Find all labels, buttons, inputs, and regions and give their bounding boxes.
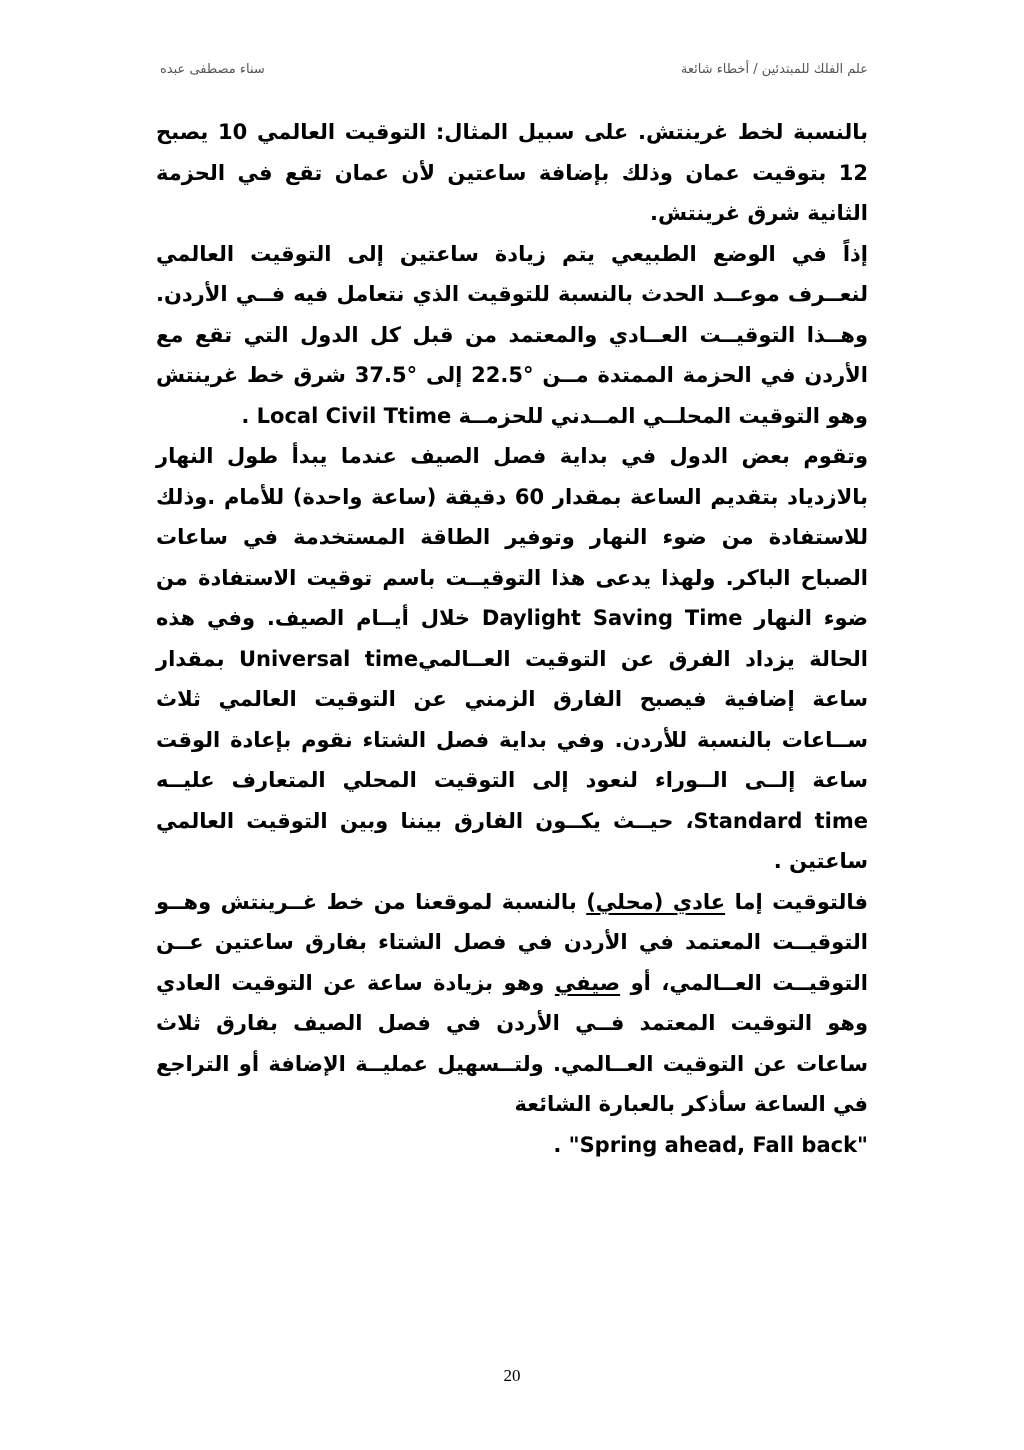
paragraph-4-text-1: فالتوقيت إما xyxy=(725,889,868,914)
paragraph-4-text-2: بالنسبة لموقعنا من خط غــرينتش وهــو التوقيــت المعتمد في الأردن في فصل الشتاء بفارق ساعتين عــن التوقيــت العــالمي، أو xyxy=(156,889,869,995)
running-header xyxy=(160,62,868,77)
paragraph-4-text-3: وهو بزيادة ساعة عن التوقيت العادي وهو التوقيت المعتمد فــي الأردن في فصل الصيف بفارق ثلاث ساعات عن التوقيت العــالمي. ولتــسهيل عمليــة الإضافة أو التراجع في الساعة سأذكر بالعبارة الشائعة xyxy=(156,970,868,1116)
page-number: 20 xyxy=(503,1366,521,1385)
paragraph-2: إذاً في الوضع الطبيعي يتم زيادة ساعتين إلى التوقيت العالمي لنعــرف موعــد الحدث بالنسبة للتوقيت الذي نتعامل فيه فــي الأردن. وهــذا التوقيــت العــادي والمعتمد من قبل كل الدول التي تقع مع الأردن في الحزمة الممتدة مــن °22.5 إلى °37.5 شرق خط غرينتش وهو التوقيت المحلــي المــدني للحزمــة Local Civil Ttime . xyxy=(156,241,869,428)
page-body xyxy=(156,112,868,1165)
header-author: سناء مصطفى عبده xyxy=(160,62,265,77)
paragraph-1: بالنسبة لخط غرينتش. على سبيل المثال: التوقيت العالمي 10 يصبح 12 بتوقيت عمان وذلك بإضافة ساعتين لأن عمان تقع في الحزمة الثانية شرق غرينتش. xyxy=(156,120,868,225)
paragraph-5-quote: "Spring ahead, Fall back" . xyxy=(553,1132,868,1157)
underlined-term-summer: صيفي xyxy=(554,970,621,995)
header-book-title: علم الفلك للمبتدئين / أخطاء شائعة xyxy=(680,62,868,77)
underlined-term-regular: عادي (محلي) xyxy=(586,889,726,914)
paragraph-4 xyxy=(156,882,868,1125)
paragraph-3: وتقوم بعض الدول في بداية فصل الصيف عندما يبدأ طول النهار بالازدياد بتقديم الساعة بمقدار 60 دقيقة (ساعة واحدة) للأمام .وذلك للاستفادة من ضوء النهار وتوفير الطاقة المستخدمة في ساعات الصباح الباكر. ولهذا يدعى هذا التوقيــت باسم توقيت الاستفادة من ضوء النهار Daylight Saving Time خلال أيــام الصيف. وفي هذه الحالة يزداد الفرق عن التوقيت العــالميUniversal time بمقدار ساعة إضافية فيصبح الفارق الزمني عن التوقيت العالمي ثلاث ســاعات بالنسبة للأردن. وفي بداية فصل الشتاء نقوم بإعادة الوقت ساعة إلــى الــوراء لنعود إلى التوقيت المحلي المتعارف عليــه Standard time، حيــث يكــون الفارق بيننا وبين التوقيت العالمي ساعتين . xyxy=(156,444,868,873)
